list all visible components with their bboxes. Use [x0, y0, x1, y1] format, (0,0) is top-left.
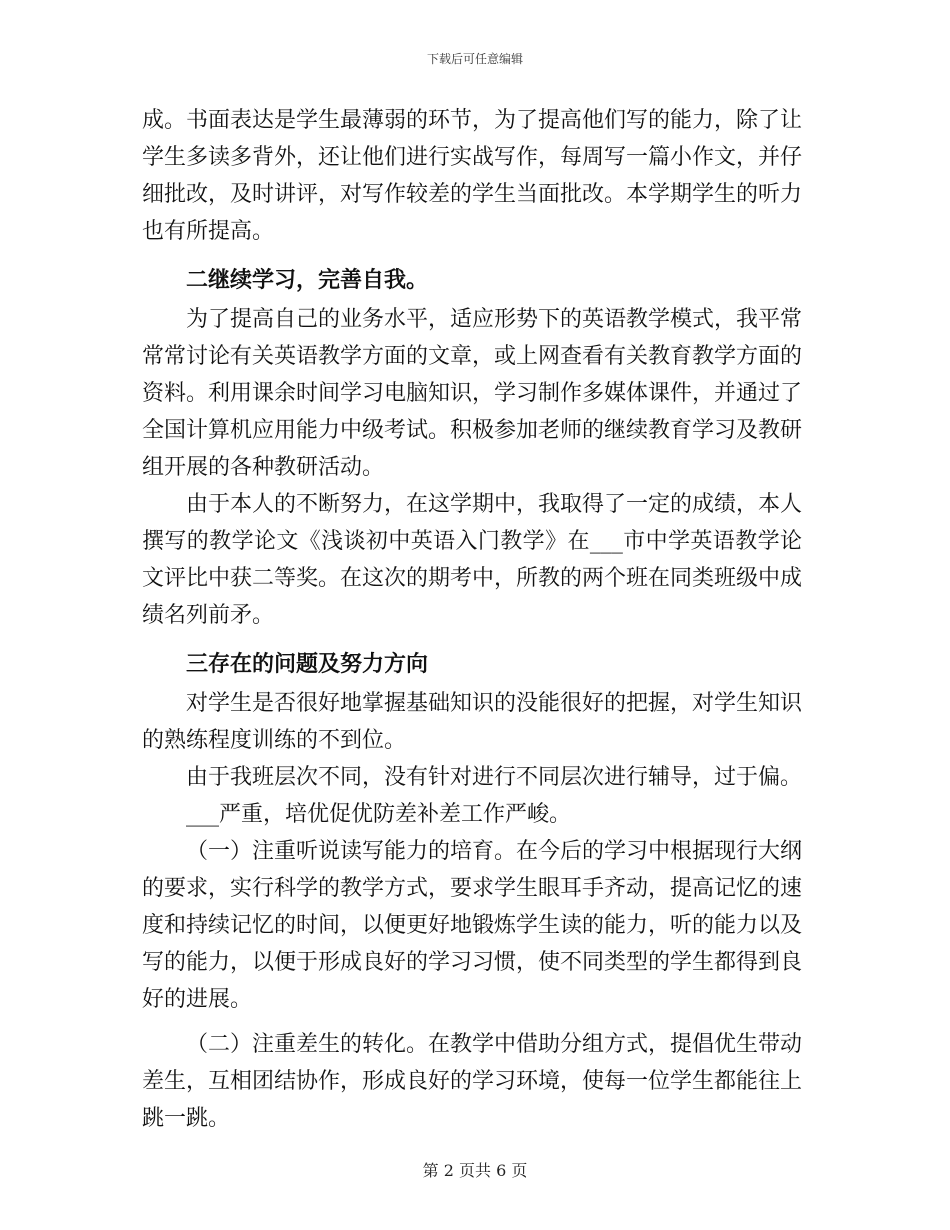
paragraph-8: （二）注重差生的转化。在教学中借助分组方式，提倡优生带动差生，互相团结协作，形成良好的学习环境，使每一位学生都能往上跳一跳。	[142, 1032, 803, 1131]
document-body	[142, 102, 802, 1137]
paragraph-4: 对学生是否很好地掌握基础知识的没能很好的把握，对学生知识的熟练程度训练的不到位。	[142, 691, 803, 753]
paragraph-7: （一）注重听说读写能力的培育。在今后的学习中根据现行大纲的要求，实行科学的教学方式，要求学生眼耳手齐动，提高记忆的速度和持续记忆的时间，以便更好地锻炼学生读的能力，听的能力以及写的能力，以便于形成良好的学习习惯，使不同类型的学生都得到良好的进展。	[142, 839, 803, 1012]
paragraph-3: 由于本人的不断努力，在这学期中，我取得了一定的成绩，本人撰写的教学论文《浅谈初中英语入门教学》在___市中学英语教学论文评比中获二等奖。在这次的期考中，所教的两个班在同类班级中成绩名列前矛。	[142, 492, 803, 628]
section-heading-2: 二继续学习，完善自我。	[186, 267, 429, 293]
page-header: 下载后可任意编辑	[426, 52, 523, 66]
paragraph-1: 成。书面表达是学生最薄弱的环节，为了提高他们写的能力，除了让学生多读多背外，还让他们进行实战写作，每周写一篇小作文，并仔细批改，及时讲评，对写作较差的学生当面批改。本学期学生的听力也有所提高。	[142, 108, 803, 244]
page-number: 第 2 页共 6 页	[422, 1161, 528, 1180]
paragraph-6: ___严重，培优促优防差补差工作严峻。	[186, 802, 572, 827]
section-heading-3: 三存在的问题及努力方向	[186, 651, 429, 677]
paragraph-2: 为了提高自己的业务水平，适应形势下的英语教学模式，我平常常常讨论有关英语教学方面的文章，或上网查看有关教育教学方面的资料。利用课余时间学习电脑知识，学习制作多媒体课件，并通过了全国计算机应用能力中级考试。积极参加老师的继续教育学习及教研组开展的各种教研活动。	[142, 307, 803, 480]
paragraph-5: 由于我班层次不同，没有针对进行不同层次进行辅导，过于偏。	[186, 765, 803, 790]
